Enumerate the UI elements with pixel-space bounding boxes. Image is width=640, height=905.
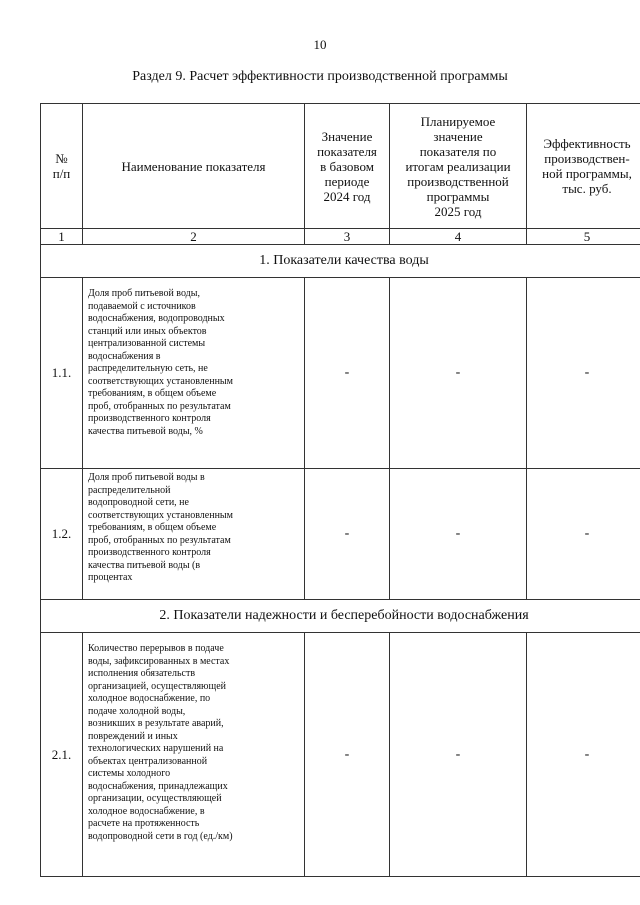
- base-value: -: [305, 278, 390, 469]
- column-number: 2: [83, 229, 305, 245]
- header-number: № п/п: [41, 104, 83, 229]
- efficiency-table: [40, 103, 640, 877]
- planned-value: -: [390, 469, 527, 600]
- planned-value: -: [390, 633, 527, 877]
- header-planned-value: Планируемое значение показателя по итогам реализации производственной программы 2025 год: [390, 104, 527, 229]
- column-number-row: [41, 229, 640, 245]
- indicator-name: Доля проб питьевой воды в распределительной водопроводной сети, не соответствующих установленным требованиям, в общем объеме проб, отобранных по результатам производственного контроля качества питьевой воды (в процентах: [83, 469, 305, 600]
- group-row: [41, 245, 640, 278]
- section-title: Раздел 9. Расчет эффективности производственной программы: [132, 69, 508, 84]
- group-title: 1. Показатели качества воды: [41, 245, 640, 278]
- efficiency-value: -: [527, 469, 640, 600]
- efficiency-value: -: [527, 278, 640, 469]
- row-number: 1.2.: [41, 469, 83, 600]
- row-number: 2.1.: [41, 633, 83, 877]
- planned-value: -: [390, 278, 527, 469]
- header-base-value: Значение показателя в базовом периоде 2024 год: [305, 104, 390, 229]
- column-number: 4: [390, 229, 527, 245]
- page-number: 10: [313, 37, 327, 52]
- efficiency-value: -: [527, 633, 640, 877]
- header-efficiency: Эффективность производствен- ной программы, тыс. руб.: [527, 104, 640, 229]
- table-header-row: [41, 104, 640, 229]
- indicator-name: Количество перерывов в подаче воды, зафиксированных в местах исполнения обязательств организацией, осуществляющей холодное водоснабжение, по подаче холодной воды, возникших в результате аварий, повреждений и иных технологических нарушений на объектах централизованной системы холодного водоснабжения, принадлежащих организации, осуществляющей холодное водоснабжение, в расчете на протяженность водопроводной сети в год (ед./км): [83, 633, 305, 877]
- base-value: -: [305, 469, 390, 600]
- column-number: 5: [527, 229, 640, 245]
- indicator-name: Доля проб питьевой воды, подаваемой с источников водоснабжения, водопроводных станций или иных объектов централизованной системы водоснабжения в распределительную сеть, не соответствующих установленным требованиям, в общем объеме проб, отобранных по результатам производственного контроля качества питьевой воды, %: [83, 278, 305, 469]
- table-row: [41, 633, 640, 877]
- table-row: [41, 278, 640, 469]
- table-row: [41, 469, 640, 600]
- column-number: 3: [305, 229, 390, 245]
- row-number: 1.1.: [41, 278, 83, 469]
- header-indicator-name: Наименование показателя: [83, 104, 305, 229]
- base-value: -: [305, 633, 390, 877]
- column-number: 1: [41, 229, 83, 245]
- group-title: 2. Показатели надежности и бесперебойности водоснабжения: [41, 600, 640, 633]
- group-row: [41, 600, 640, 633]
